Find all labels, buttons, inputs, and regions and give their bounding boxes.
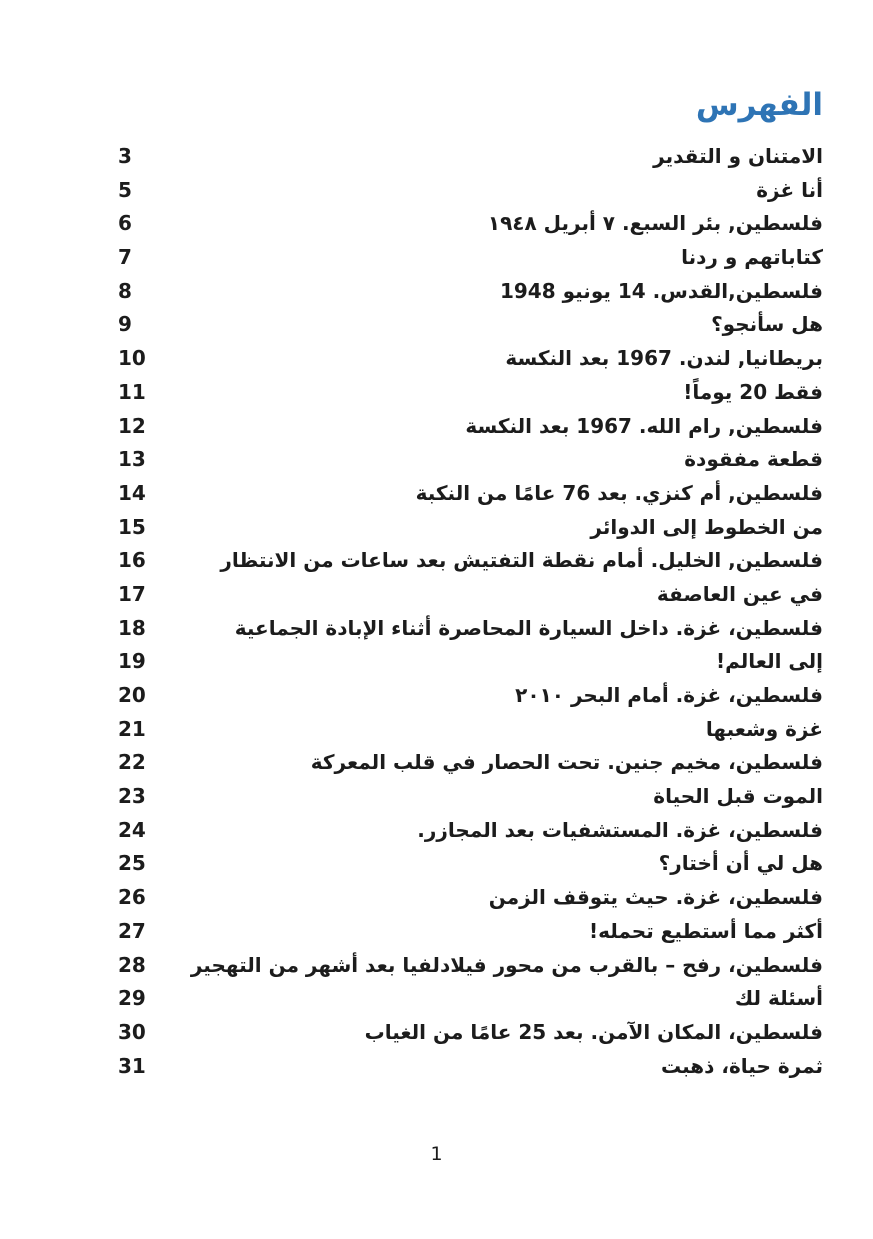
toc-page-number: 6: [118, 211, 132, 236]
toc-entry: [118, 949, 823, 983]
toc-page-number: 24: [118, 817, 146, 842]
toc-entry-label: من الخطوط إلى الدوائر: [590, 514, 823, 539]
toc-entry-label: غزة وشعبها: [705, 716, 823, 741]
toc-entry-label: قطعة مفقودة: [684, 447, 823, 472]
toc-entry-label: الامتنان و التقدير: [653, 144, 823, 168]
toc-entry: [118, 612, 823, 646]
toc-entry: [118, 1050, 823, 1084]
toc-entry-label: فلسطين, الخليل. أمام نقطة التفتيش بعد ساعات من الانتظار: [220, 548, 823, 573]
toc-entry: [118, 140, 823, 174]
toc-page-number: 9: [118, 312, 132, 337]
toc-page-number: 3: [118, 144, 132, 168]
toc-entry-label: فقط 20 يوماً!: [683, 379, 823, 404]
toc-entry: [118, 679, 823, 713]
toc-page-number: 7: [118, 245, 132, 270]
toc-entry: [118, 275, 823, 309]
toc-entry-label: فلسطين، غزة. داخل السيارة المحاصرة أثناء الإبادة الجماعية: [234, 615, 823, 640]
toc-page-number: 11: [118, 379, 146, 404]
toc-entry: [118, 308, 823, 342]
toc-page-number: 5: [118, 177, 132, 202]
toc-entry-label: فلسطين، غزة. المستشفيات بعد المجازر.: [417, 817, 823, 842]
toc-entry: [118, 207, 823, 241]
toc-entry-label: الموت قبل الحياة: [653, 784, 823, 809]
toc-entry-label: إلى العالم!: [715, 649, 823, 674]
toc-entry: [118, 511, 823, 545]
toc-page-number: 26: [118, 885, 146, 910]
toc-entry: [118, 746, 823, 780]
toc-page-number: 13: [118, 447, 146, 472]
toc-entry-label: فلسطين, رام الله. 1967 بعد النكسة: [465, 413, 823, 438]
toc-page-number: 27: [118, 918, 146, 943]
toc-entry: [118, 814, 823, 848]
toc-page-number: 28: [118, 952, 146, 977]
toc-entry: [118, 376, 823, 410]
toc-entry: [118, 544, 823, 578]
toc-page-number: 10: [118, 346, 146, 371]
toc-page-number: 16: [118, 548, 146, 573]
page-title: الفهرس: [695, 87, 823, 123]
toc-entry-label: فلسطين، رفح – بالقرب من محور فيلادلفيا بعد أشهر من التهجير: [190, 952, 823, 977]
toc-entry-label: فلسطين، غزة. حيث يتوقف الزمن: [488, 885, 823, 910]
toc-entry-label: أنا غزة: [756, 177, 823, 202]
toc-entry-label: ثمرة حياة، ذهبت: [660, 1053, 823, 1078]
toc-entry-label: أسئلة لك: [734, 986, 823, 1011]
toc-page-number: 19: [118, 649, 146, 674]
toc-entry: [118, 1016, 823, 1050]
toc-page-number: 29: [118, 986, 146, 1011]
toc-page-number: 8: [118, 278, 132, 303]
footer-page-number: 1: [430, 1143, 443, 1165]
toc-page-number: 12: [118, 413, 146, 438]
toc-entry-label: فلسطين,القدس. 14 يونيو 1948: [499, 278, 823, 303]
toc-entry: [118, 578, 823, 612]
toc-page-number: 30: [118, 1019, 146, 1044]
toc-entry-label: هل سأنجو؟: [711, 312, 823, 337]
toc-entry-label: فلسطين، مخيم جنين. تحت الحصار في قلب المعركة: [310, 750, 823, 775]
toc-entry: [118, 847, 823, 881]
toc-page-number: 15: [118, 514, 146, 539]
toc-entry: [118, 477, 823, 511]
toc-page-number: 23: [118, 784, 146, 809]
toc-entry-label: بريطانيا, لندن. 1967 بعد النكسة: [505, 346, 823, 371]
toc-page-number: 25: [118, 851, 146, 876]
toc-entry: [118, 443, 823, 477]
toc-entry-label: فلسطين، غزة. أمام البحر ٢٠١٠: [515, 683, 823, 707]
toc-entry: [118, 241, 823, 275]
toc-entry: [118, 645, 823, 679]
toc-entry: [118, 174, 823, 208]
toc-entry: [118, 713, 823, 747]
toc-entry-label: هل لي أن أختار؟: [658, 851, 823, 876]
toc-page-number: 18: [118, 615, 146, 640]
toc-list: [0, 140, 873, 1083]
toc-entry-label: فلسطين, أم كنزي. بعد 76 عامًا من النكبة: [415, 480, 823, 505]
toc-entry: [118, 342, 823, 376]
toc-page-number: 31: [118, 1053, 146, 1078]
toc-page-number: 17: [118, 581, 146, 606]
toc-entry-label: فلسطين، المكان الآمن. بعد 25 عامًا من الغياب: [364, 1019, 823, 1044]
toc-page-number: 22: [118, 750, 146, 775]
toc-page-number: 20: [118, 683, 146, 707]
toc-entry: [118, 915, 823, 949]
toc-entry-label: في عين العاصفة: [656, 581, 823, 606]
toc-entry: [118, 780, 823, 814]
toc-entry: [118, 982, 823, 1016]
toc-entry-label: فلسطين, بئر السبع. ٧ أبريل ١٩٤٨: [487, 211, 823, 236]
toc-entry-label: كتاباتهم و ردنا: [681, 245, 823, 270]
toc-entry: [118, 410, 823, 444]
toc-entry-label: أكثر مما أستطيع تحمله!: [588, 918, 823, 943]
toc-page-number: 21: [118, 716, 146, 741]
toc-page-number: 14: [118, 480, 146, 505]
toc-entry: [118, 881, 823, 915]
